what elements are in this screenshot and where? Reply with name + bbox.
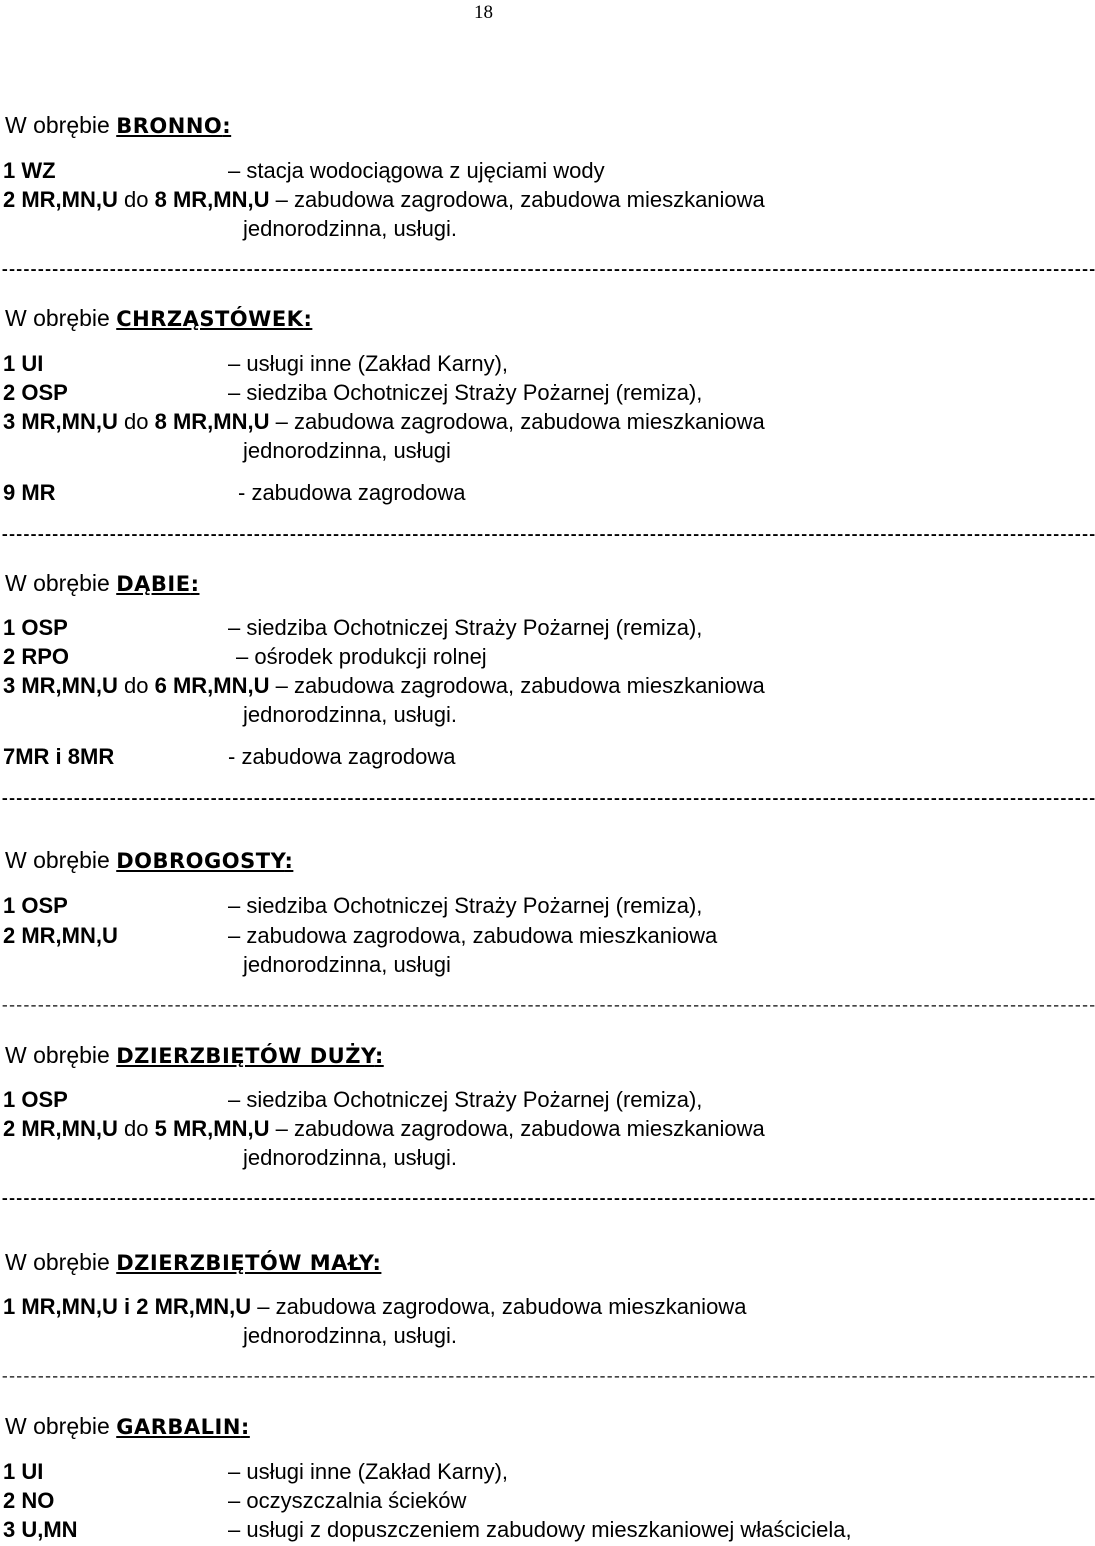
section-separator: -------------------------------------------------------------------------------------------------------------------------------------------------------- — [0, 997, 1095, 1015]
row-range — [3, 411, 765, 433]
heading-colon: : — [303, 307, 313, 331]
row-code: 1 UI — [3, 1459, 44, 1484]
heading-colon: : — [374, 1044, 384, 1068]
section-separator: -------------------------------------------------------------------------------------------------------------------------------------------------------- — [0, 1190, 1095, 1208]
row-description-continued: jednorodzinna, usługi. — [243, 1145, 458, 1170]
row-code: 1 OSP — [3, 1087, 68, 1112]
row-description: – siedziba Ochotniczej Straży Pożarnej (remiza), — [228, 380, 703, 405]
heading-colon: : — [240, 1415, 250, 1439]
row-description-continued: jednorodzinna, usługi. — [243, 702, 458, 727]
section-heading-chrzastowek — [5, 307, 312, 330]
page-number: 18 — [474, 2, 493, 23]
row-range — [3, 1118, 765, 1140]
section-separator: -------------------------------------------------------------------------------------------------------------------------------------------------------- — [0, 526, 1095, 544]
heading-colon: : — [372, 1251, 382, 1275]
row-code: 1 OSP — [3, 893, 68, 918]
heading-prefix: W obrębie — [5, 1249, 117, 1275]
row-description: – zabudowa zagrodowa, zabudowa mieszkaniowa — [269, 409, 765, 434]
row-range-word: i — [117, 1294, 137, 1319]
row-range-word: do — [117, 409, 155, 434]
row-description: – siedziba Ochotniczej Straży Pożarnej (remiza), — [228, 615, 703, 640]
row-description: - zabudowa zagrodowa — [228, 744, 456, 769]
row-description: – zabudowa zagrodowa, zabudowa mieszkaniowa — [269, 187, 765, 212]
row-description: – usługi inne (Zakład Karny), — [228, 1459, 509, 1484]
row-description: – oczyszczalnia ścieków — [228, 1488, 467, 1513]
row-description-text: - zabudowa zagrodowa — [238, 480, 466, 505]
row-code-end: 2 MR,MN,U — [136, 1294, 252, 1319]
heading-prefix: W obrębie — [5, 1042, 117, 1068]
heading-name: DZIERZBIĘTÓW MAŁY — [116, 1251, 373, 1275]
row-description: – zabudowa zagrodowa, zabudowa mieszkaniowa — [251, 1294, 747, 1319]
section-heading-bronno — [5, 114, 231, 137]
row-code: 3 MR,MN,U — [3, 673, 118, 698]
row-code: 1 OSP — [3, 615, 68, 640]
row-description-continued: jednorodzinna, usługi. — [243, 216, 458, 241]
heading-name: BRONNO — [116, 114, 223, 138]
row-code: 2 RPO — [3, 644, 70, 669]
section-heading-dobrogosty — [5, 849, 293, 872]
row-code: 2 MR,MN,U — [3, 187, 118, 212]
row-code: 1 MR,MN,U — [3, 1294, 118, 1319]
row-description: – siedziba Ochotniczej Straży Pożarnej (remiza), — [228, 1087, 703, 1112]
heading-prefix: W obrębie — [5, 1413, 117, 1439]
row-description — [238, 482, 465, 504]
row-code-end: 8 MR,MN,U — [154, 187, 270, 212]
row-description-continued: jednorodzinna, usługi — [243, 952, 451, 977]
row-code: 3 U,MN — [3, 1517, 78, 1542]
row-range-word: do — [117, 1116, 155, 1141]
row-code: 9 MR — [3, 480, 56, 505]
row-range-word: do — [117, 673, 155, 698]
row-code: 2 OSP — [3, 380, 68, 405]
row-description: – siedziba Ochotniczej Straży Pożarnej (remiza), — [228, 893, 703, 918]
heading-colon: : — [284, 849, 294, 873]
row-code-end: 6 MR,MN,U — [154, 673, 270, 698]
section-heading-dabie — [5, 572, 199, 595]
row-description: – zabudowa zagrodowa, zabudowa mieszkaniowa — [269, 673, 765, 698]
heading-prefix: W obrębie — [5, 112, 117, 138]
row-code: 2 MR,MN,U — [3, 1116, 118, 1141]
heading-prefix: W obrębie — [5, 847, 117, 873]
row-code: 2 MR,MN,U — [3, 923, 118, 948]
row-description: – zabudowa zagrodowa, zabudowa mieszkaniowa — [269, 1116, 765, 1141]
row-code: 7MR i 8MR — [3, 744, 115, 769]
section-heading-dzierzbietow-maly — [5, 1251, 381, 1274]
section-heading-dzierzbietow-duzy — [5, 1044, 384, 1067]
section-separator: -------------------------------------------------------------------------------------------------------------------------------------------------------- — [0, 1368, 1095, 1386]
row-description: – stacja wodociągowa z ujęciami wody — [228, 158, 605, 183]
row-description-continued: jednorodzinna, usługi — [243, 438, 451, 463]
row-range — [3, 1296, 746, 1318]
row-range — [3, 675, 765, 697]
row-code-end: 5 MR,MN,U — [154, 1116, 270, 1141]
row-description: – usługi inne (Zakład Karny), — [228, 351, 509, 376]
row-description: – zabudowa zagrodowa, zabudowa mieszkaniowa — [228, 923, 718, 948]
heading-name: DĄBIE — [116, 572, 191, 596]
row-code: 2 NO — [3, 1488, 55, 1513]
section-separator: -------------------------------------------------------------------------------------------------------------------------------------------------------- — [0, 261, 1095, 279]
heading-name: DZIERZBIĘTÓW DUŻY — [116, 1044, 375, 1068]
row-description-continued: jednorodzinna, usługi. — [243, 1323, 458, 1348]
row-range — [3, 189, 765, 211]
row-code-end: 8 MR,MN,U — [154, 409, 270, 434]
heading-name: CHRZĄSTÓWEK — [116, 307, 304, 331]
row-description: – usługi z dopuszczeniem zabudowy mieszkaniowej właściciela, — [228, 1517, 852, 1542]
row-code: 1 WZ — [3, 158, 56, 183]
row-range-word: do — [117, 187, 155, 212]
row-description: – ośrodek produkcji rolnej — [236, 644, 487, 669]
heading-prefix: W obrębie — [5, 305, 117, 331]
heading-name: DOBROGOSTY — [116, 849, 285, 873]
section-heading-garbalin — [5, 1415, 250, 1438]
row-code: 1 UI — [3, 351, 44, 376]
heading-prefix: W obrębie — [5, 570, 117, 596]
heading-colon: : — [190, 572, 200, 596]
heading-colon: : — [222, 114, 232, 138]
row-code: 3 MR,MN,U — [3, 409, 118, 434]
heading-name: GARBALIN — [116, 1415, 241, 1439]
section-separator: -------------------------------------------------------------------------------------------------------------------------------------------------------- — [0, 790, 1095, 808]
